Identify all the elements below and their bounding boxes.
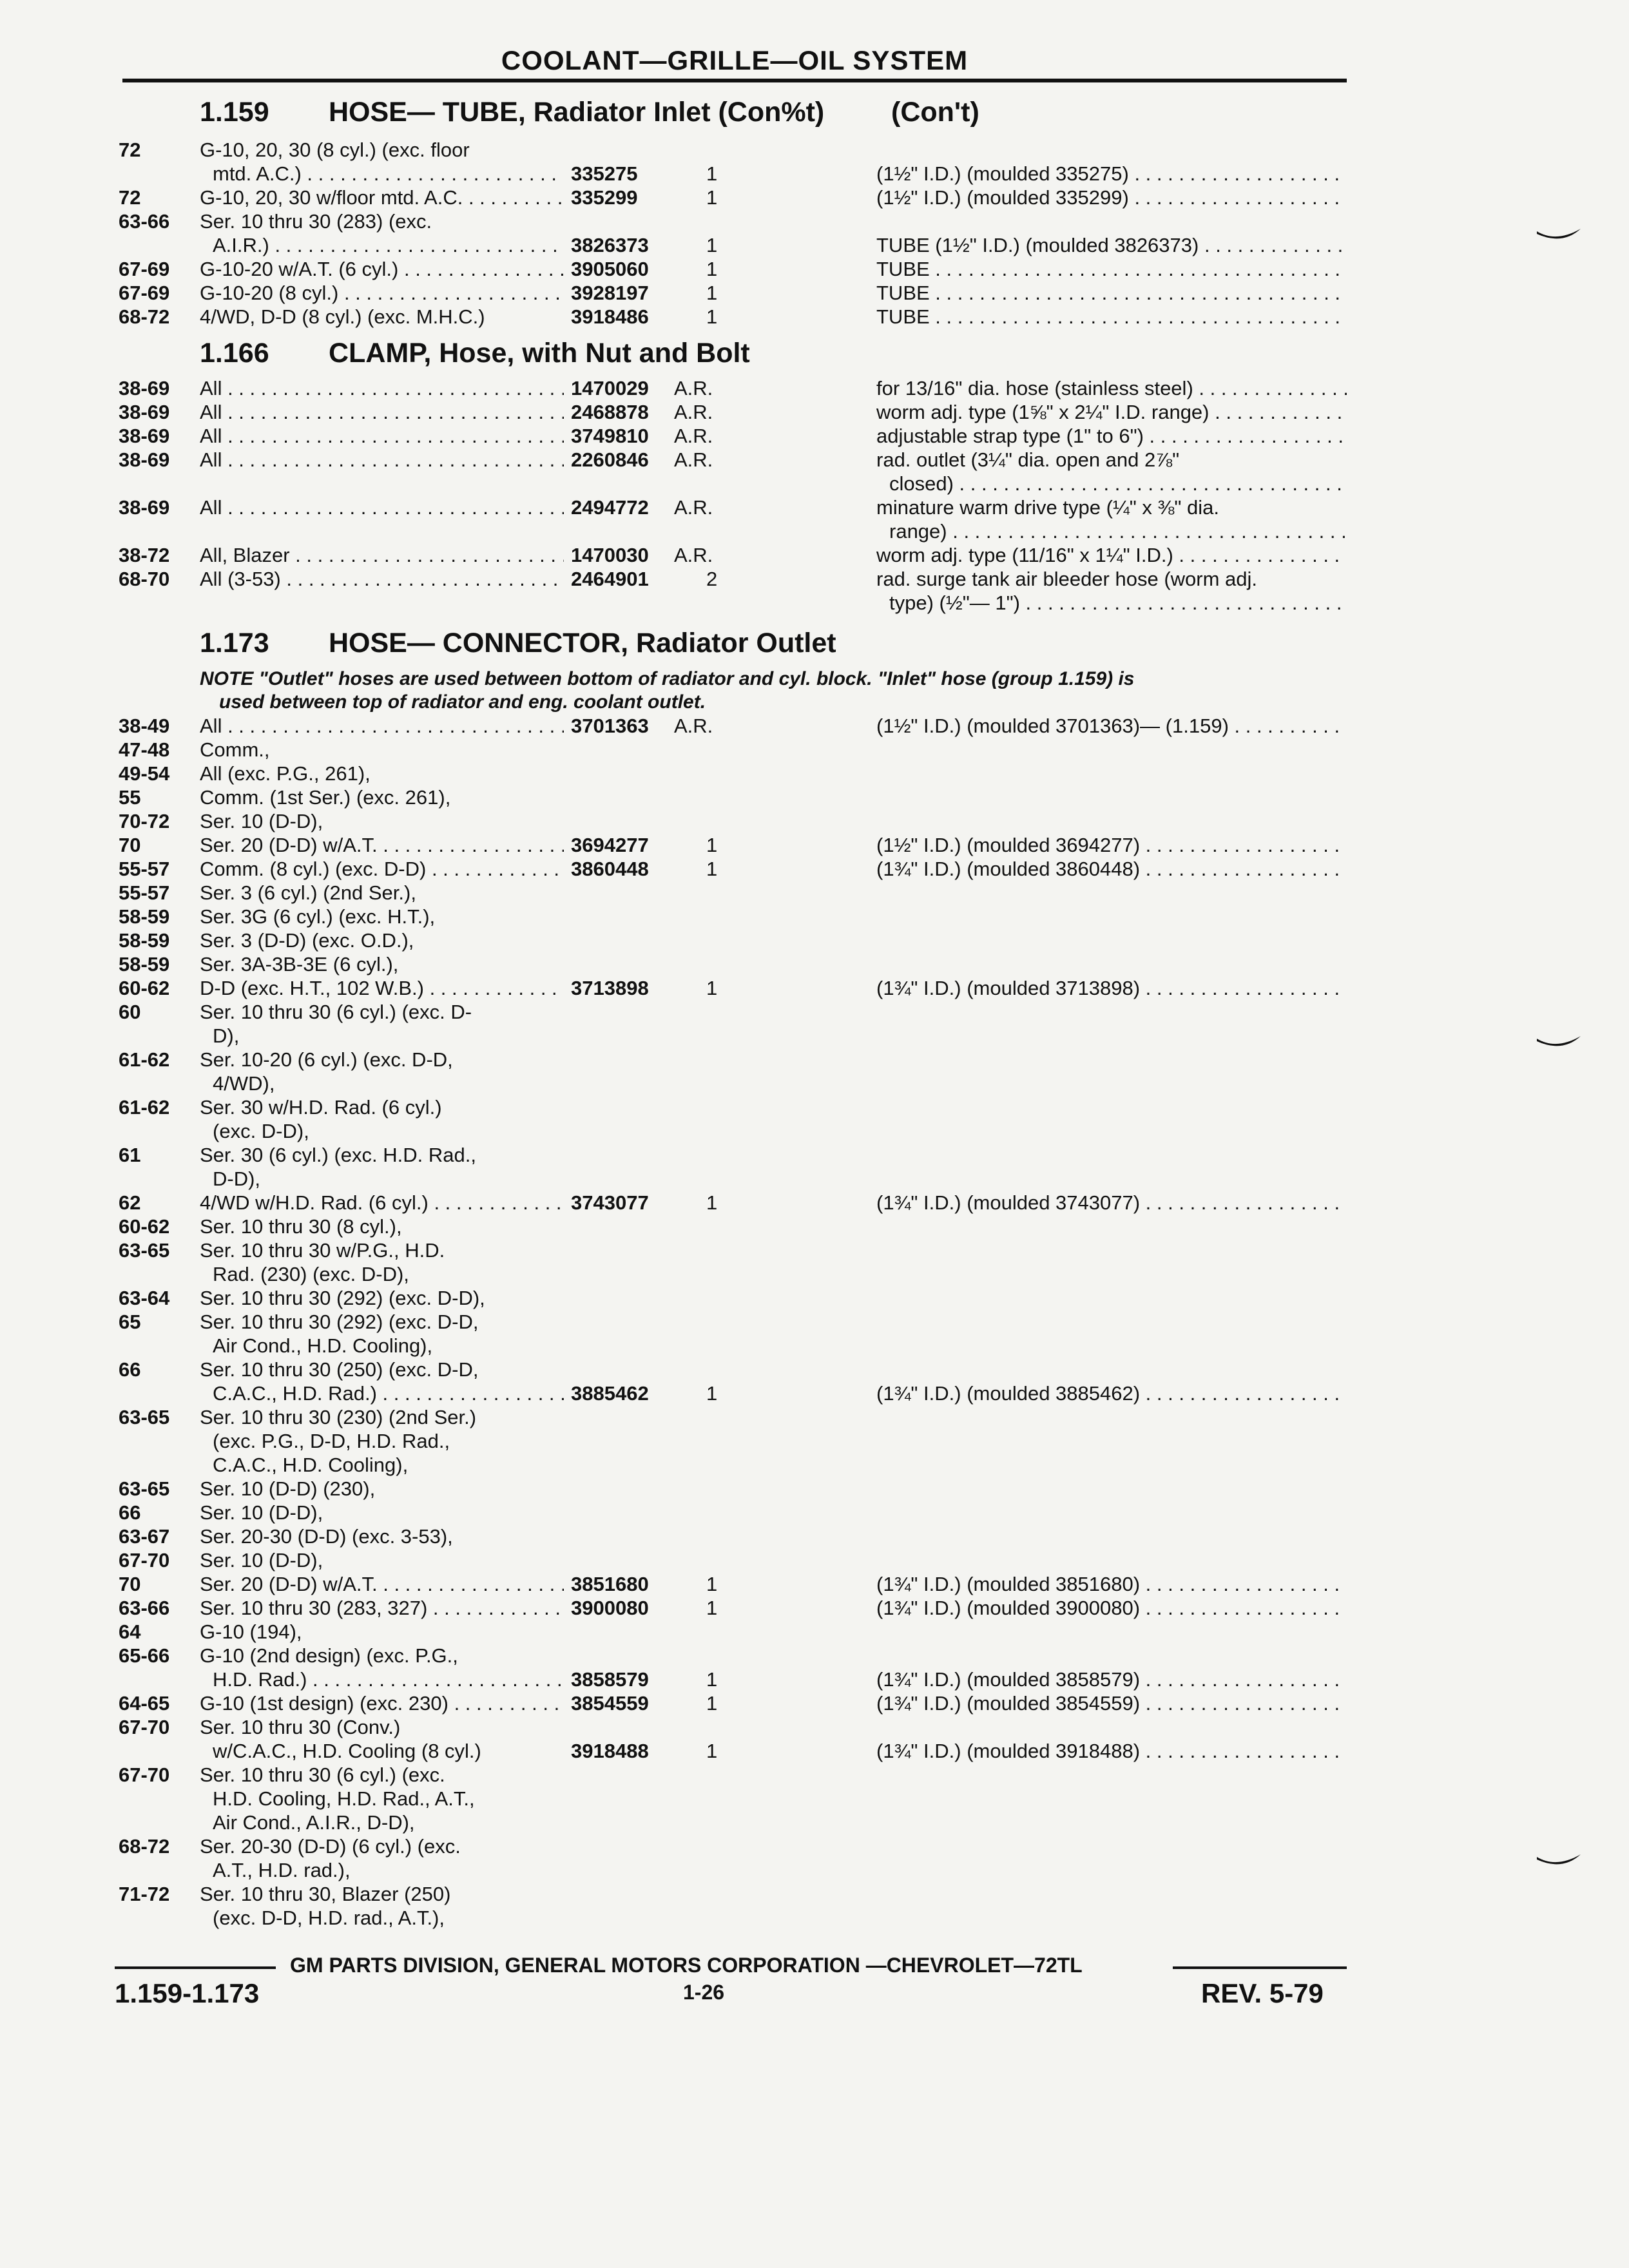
- model-year: 65: [119, 1311, 141, 1333]
- quantity: 1: [706, 1573, 718, 1595]
- parts-row: [0, 543, 1629, 567]
- parts-row: [0, 1691, 1629, 1715]
- part-number: 2494772: [571, 496, 649, 519]
- application: C.A.C., H.D. Rad.) . . .: [213, 1381, 564, 1405]
- application: Ser. 10 (D-D),: [200, 1501, 323, 1524]
- parts-row: [0, 1095, 1629, 1119]
- application: Ser. 3 (D-D) (exc. O.D.),: [200, 929, 414, 952]
- part-number: 3900080: [571, 1597, 649, 1619]
- part-number: 3694277: [571, 834, 649, 856]
- parts-row: [0, 881, 1629, 905]
- application: All . . .: [200, 376, 564, 400]
- parts-row: [0, 1358, 1629, 1381]
- application: All . . .: [200, 714, 564, 738]
- application: (exc. D-D),: [213, 1120, 309, 1142]
- parts-row: [0, 1000, 1629, 1024]
- application: Ser. 30 w/H.D. Rad. (6 cyl.): [200, 1096, 442, 1119]
- model-year: 67-69: [119, 282, 170, 304]
- application: D-D),: [213, 1168, 261, 1190]
- application: G-10 (194),: [200, 1620, 302, 1643]
- parts-row: [0, 495, 1629, 519]
- model-year: 38-72: [119, 544, 170, 566]
- parts-row: [0, 1739, 1629, 1763]
- parts-row: [0, 1238, 1629, 1262]
- application: Ser. 10 thru 30 (283) (exc.: [200, 210, 432, 233]
- parts-row: [0, 281, 1629, 305]
- parts-row: [0, 1596, 1629, 1620]
- note-line: NOTE "Outlet" hoses are used between bottom of radiator and cyl. block. "Inlet" hose (group 1.159) is: [200, 668, 1135, 689]
- description: (1¾" I.D.) (moulded 3851680) . . .: [876, 1572, 1347, 1596]
- parts-row: [0, 257, 1629, 281]
- model-year: 66: [119, 1358, 141, 1381]
- parts-row: [0, 162, 1629, 186]
- model-year: 72: [119, 186, 141, 209]
- description: for 13/16" dia. hose (stainless steel) . . .: [876, 376, 1347, 400]
- parts-row: [0, 1906, 1629, 1930]
- application: (exc. P.G., D-D, H.D. Rad.,: [213, 1430, 450, 1452]
- quantity: 1: [706, 305, 718, 328]
- parts-row: [0, 424, 1629, 448]
- application: All . . .: [200, 400, 564, 424]
- model-year: 67-70: [119, 1549, 170, 1571]
- parts-row: [0, 1119, 1629, 1143]
- quantity: A.R.: [674, 377, 713, 399]
- application: Ser. 10 (D-D),: [200, 810, 323, 832]
- parts-row: [0, 1811, 1629, 1834]
- description: adjustable strap type (1" to 6") . . .: [876, 424, 1347, 448]
- application: 4/WD, D-D (8 cyl.) (exc. M.H.C.): [200, 305, 485, 328]
- quantity: 1: [706, 186, 718, 209]
- application: Ser. 20 (D-D) w/A.T. . . .: [200, 833, 564, 857]
- parts-row: [0, 1072, 1629, 1095]
- section-note: [200, 668, 1360, 714]
- model-year: 61-62: [119, 1096, 170, 1119]
- application: Comm. (1st Ser.) (exc. 261),: [200, 786, 451, 809]
- quantity: 1: [706, 234, 718, 256]
- part-number: 1470029: [571, 377, 649, 399]
- description: minature warm drive type (¼" x ⅜" dia.: [876, 496, 1219, 519]
- section-number: 1.166: [200, 338, 269, 369]
- application: All (exc. P.G., 261),: [200, 762, 371, 785]
- description: (1½" I.D.) (moulded 335299) . . .: [876, 186, 1347, 209]
- footer-revision: REV. 5-79: [1201, 1978, 1324, 2008]
- quantity: 1: [706, 1597, 718, 1619]
- quantity: 1: [706, 1692, 718, 1715]
- parts-row: [0, 714, 1629, 738]
- application: Ser. 10 thru 30 (283, 327) . . .: [200, 1596, 564, 1620]
- model-year: 70: [119, 1573, 141, 1595]
- section-heading-1-166: [200, 338, 750, 369]
- parts-row: [0, 905, 1629, 928]
- description: TUBE . . .: [876, 305, 1347, 329]
- parts-row: [0, 1215, 1629, 1238]
- model-year: 68-72: [119, 305, 170, 328]
- parts-row: [0, 233, 1629, 257]
- quantity: 1: [706, 282, 718, 304]
- parts-row: [0, 1381, 1629, 1405]
- application: Ser. 10 thru 30, Blazer (250): [200, 1883, 451, 1905]
- parts-row: [0, 1453, 1629, 1477]
- binding-mark-icon: [1537, 229, 1582, 245]
- application: Ser. 10 thru 30 (6 cyl.) (exc.: [200, 1763, 445, 1786]
- application: D-D (exc. H.T., 102 W.B.) . . .: [200, 976, 564, 1000]
- model-year: 64: [119, 1620, 141, 1643]
- parts-row: [0, 1143, 1629, 1167]
- application: G-10-20 w/A.T. (6 cyl.) . . .: [200, 257, 564, 281]
- model-year: 58-59: [119, 905, 170, 928]
- note-line: used between top of radiator and eng. coolant outlet.: [219, 691, 706, 713]
- part-number: 3713898: [571, 977, 649, 999]
- application: Ser. 10 thru 30 (292) (exc. D-D,: [200, 1311, 479, 1333]
- description: (1¾" I.D.) (moulded 3900080) . . .: [876, 1596, 1347, 1620]
- application: Ser. 10-20 (6 cyl.) (exc. D-D,: [200, 1048, 453, 1071]
- model-year: 61-62: [119, 1048, 170, 1071]
- model-year: 68-72: [119, 1835, 170, 1858]
- part-number: 3905060: [571, 258, 649, 280]
- section-number: 1.173: [200, 628, 269, 658]
- application: Comm. (8 cyl.) (exc. D-D) . . .: [200, 857, 564, 881]
- quantity: 1: [706, 162, 718, 185]
- model-year: 67-69: [119, 258, 170, 280]
- parts-row: [0, 138, 1629, 162]
- model-year: 55: [119, 786, 141, 809]
- application: Ser. 30 (6 cyl.) (exc. H.D. Rad.,: [200, 1144, 476, 1166]
- quantity: 1: [706, 858, 718, 880]
- description: (1½" I.D.) (moulded 3701363)— (1.159) . . .: [876, 714, 1347, 738]
- quantity: A.R.: [674, 715, 713, 737]
- parts-row: [0, 1191, 1629, 1215]
- application: G-10 (2nd design) (exc. P.G.,: [200, 1644, 458, 1667]
- description: (1½" I.D.) (moulded 335275) . . .: [876, 162, 1347, 186]
- parts-row: [0, 472, 1629, 495]
- description: (1¾" I.D.) (moulded 3860448) . . .: [876, 857, 1347, 881]
- model-year: 63-65: [119, 1477, 170, 1500]
- application: All . . .: [200, 424, 564, 448]
- model-year: 63-66: [119, 1597, 170, 1619]
- application: G-10 (1st design) (exc. 230) . . .: [200, 1691, 564, 1715]
- application: Rad. (230) (exc. D-D),: [213, 1263, 409, 1285]
- part-number: 3918488: [571, 1740, 649, 1762]
- parts-row: [0, 209, 1629, 233]
- parts-row: [0, 1882, 1629, 1906]
- model-year: 60-62: [119, 977, 170, 999]
- model-year: 67-70: [119, 1763, 170, 1786]
- quantity: 1: [706, 1382, 718, 1405]
- quantity: 2: [706, 568, 718, 590]
- quantity: A.R.: [674, 544, 713, 566]
- parts-row: [0, 1763, 1629, 1787]
- parts-row: [0, 1477, 1629, 1501]
- parts-row: [0, 1310, 1629, 1334]
- application: D),: [213, 1024, 240, 1047]
- part-number: 335299: [571, 186, 638, 209]
- parts-row: [0, 1787, 1629, 1811]
- parts-row: [0, 1620, 1629, 1644]
- model-year: 63-65: [119, 1406, 170, 1428]
- description: (1½" I.D.) (moulded 3694277) . . .: [876, 833, 1347, 857]
- description: TUBE . . .: [876, 281, 1347, 305]
- model-year: 61: [119, 1144, 141, 1166]
- parts-row: [0, 519, 1629, 543]
- parts-row: [0, 952, 1629, 976]
- footer-section-range: 1.159-1.173: [115, 1978, 260, 2008]
- model-year: 71-72: [119, 1883, 170, 1905]
- description: (1¾" I.D.) (moulded 3858579) . . .: [876, 1667, 1347, 1691]
- parts-row: [0, 738, 1629, 762]
- application: Ser. 10 thru 30 (6 cyl.) (exc. D-: [200, 1001, 472, 1023]
- part-number: 3860448: [571, 858, 649, 880]
- header-rule: [122, 79, 1347, 82]
- application: H.D. Cooling, H.D. Rad., A.T.,: [213, 1787, 475, 1810]
- quantity: A.R.: [674, 448, 713, 471]
- parts-row: [0, 591, 1629, 615]
- application: All . . .: [200, 495, 564, 519]
- application: Comm.,: [200, 738, 270, 761]
- description: (1¾" I.D.) (moulded 3854559) . . .: [876, 1691, 1347, 1715]
- parts-row: [0, 1667, 1629, 1691]
- parts-row: [0, 186, 1629, 209]
- description: closed) . . .: [889, 472, 1347, 495]
- application: Ser. 3G (6 cyl.) (exc. H.T.),: [200, 905, 436, 928]
- application: All . . .: [200, 448, 564, 472]
- footer-page-number: 1-26: [683, 1981, 725, 2004]
- quantity: A.R.: [674, 401, 713, 423]
- part-number: 1470030: [571, 544, 649, 566]
- quantity: A.R.: [674, 425, 713, 447]
- model-year: 58-59: [119, 929, 170, 952]
- model-year: 64-65: [119, 1692, 170, 1715]
- parts-row: [0, 1524, 1629, 1548]
- model-year: 60: [119, 1001, 141, 1023]
- application: All (3-53) . . .: [200, 567, 564, 591]
- parts-row: [0, 567, 1629, 591]
- binding-mark-icon: [1537, 1036, 1582, 1053]
- parts-row: [0, 976, 1629, 1000]
- description: (1¾" I.D.) (moulded 3743077) . . .: [876, 1191, 1347, 1215]
- parts-row: [0, 833, 1629, 857]
- page-header: COOLANT—GRILLE—OIL SYSTEM: [501, 45, 969, 75]
- parts-row: [0, 1572, 1629, 1596]
- parts-row: [0, 1405, 1629, 1429]
- model-year: 38-69: [119, 401, 170, 423]
- application: G-10-20 (8 cyl.) . . .: [200, 281, 564, 305]
- description: range) . . .: [889, 519, 1347, 543]
- parts-row: [0, 809, 1629, 833]
- model-year: 49-54: [119, 762, 170, 785]
- application: Ser. 10 thru 30 w/P.G., H.D.: [200, 1239, 445, 1262]
- application: C.A.C., H.D. Cooling),: [213, 1454, 409, 1476]
- description: TUBE . . .: [876, 257, 1347, 281]
- model-year: 38-69: [119, 425, 170, 447]
- parts-row: [0, 857, 1629, 881]
- parts-row: [0, 1262, 1629, 1286]
- part-number: 2260846: [571, 448, 649, 471]
- description: rad. outlet (3¼" dia. open and 2⅞": [876, 448, 1180, 471]
- application: G-10, 20, 30 w/floor mtd. A.C. . . .: [200, 186, 564, 209]
- parts-row: [0, 1286, 1629, 1310]
- quantity: A.R.: [674, 496, 713, 519]
- application: Ser. 10 thru 30 (250) (exc. D-D,: [200, 1358, 479, 1381]
- section-title: HOSE— CONNECTOR, Radiator Outlet: [329, 628, 836, 658]
- application: Ser. 3A-3B-3E (6 cyl.),: [200, 953, 399, 975]
- quantity: 1: [706, 1740, 718, 1762]
- application: H.D. Rad.) . . .: [213, 1667, 564, 1691]
- quantity: 1: [706, 1668, 718, 1691]
- description: (1¾" I.D.) (moulded 3885462) . . .: [876, 1381, 1347, 1405]
- application: Ser. 10 thru 30 (292) (exc. D-D),: [200, 1287, 485, 1309]
- part-number: 3826373: [571, 234, 649, 256]
- application: Air Cond., H.D. Cooling),: [213, 1334, 433, 1357]
- model-year: 65-66: [119, 1644, 170, 1667]
- parts-row: [0, 376, 1629, 400]
- application: mtd. A.C.) . . .: [213, 162, 564, 186]
- description: rad. surge tank air bleeder hose (worm adj.: [876, 568, 1258, 590]
- model-year: 66: [119, 1501, 141, 1524]
- footer-corporation: GM PARTS DIVISION, GENERAL MOTORS CORPORATION —CHEVROLET—72TL: [290, 1954, 1083, 1977]
- quantity: 1: [706, 977, 718, 999]
- application: 4/WD w/H.D. Rad. (6 cyl.) . . .: [200, 1191, 564, 1215]
- section-heading-1-173: [200, 628, 836, 659]
- application: Ser. 20-30 (D-D) (exc. 3-53),: [200, 1525, 453, 1548]
- section-title: CLAMP, Hose, with Nut and Bolt: [329, 338, 750, 369]
- application: Ser. 20-30 (D-D) (6 cyl.) (exc.: [200, 1835, 461, 1858]
- description: type) (½"— 1") . . .: [889, 591, 1347, 615]
- description: TUBE (1½" I.D.) (moulded 3826373) . . .: [876, 233, 1347, 257]
- parts-row: [0, 785, 1629, 809]
- application: Ser. 10 thru 30 (8 cyl.),: [200, 1215, 402, 1238]
- parts-row: [0, 1167, 1629, 1191]
- model-year: 63-67: [119, 1525, 170, 1548]
- application: w/C.A.C., H.D. Cooling (8 cyl.): [213, 1740, 481, 1762]
- application: Ser. 10 thru 30 (Conv.): [200, 1716, 401, 1738]
- application: Ser. 10 (D-D) (230),: [200, 1477, 376, 1500]
- parts-row: [0, 762, 1629, 785]
- application: Air Cond., A.I.R., D-D),: [213, 1811, 415, 1834]
- parts-row: [0, 1715, 1629, 1739]
- model-year: 70: [119, 834, 141, 856]
- description: (1¾" I.D.) (moulded 3918488) . . .: [876, 1739, 1347, 1763]
- part-number: 3749810: [571, 425, 649, 447]
- section-heading-1-159: [200, 97, 824, 128]
- model-year: 38-69: [119, 496, 170, 519]
- application: A.I.R.) . . .: [213, 233, 564, 257]
- model-year: 38-49: [119, 715, 170, 737]
- application: Ser. 20 (D-D) w/A.T. . . .: [200, 1572, 564, 1596]
- model-year: 55-57: [119, 881, 170, 904]
- model-year: 58-59: [119, 953, 170, 975]
- model-year: 68-70: [119, 568, 170, 590]
- quantity: 1: [706, 834, 718, 856]
- footer-rule: [115, 1966, 276, 1969]
- parts-row: [0, 448, 1629, 472]
- model-year: 63-66: [119, 210, 170, 233]
- part-number: 2468878: [571, 401, 649, 423]
- part-number: 335275: [571, 162, 638, 185]
- model-year: 67-70: [119, 1716, 170, 1738]
- part-number: 3854559: [571, 1692, 649, 1715]
- section-number: 1.159: [200, 97, 269, 128]
- parts-row: [0, 1429, 1629, 1453]
- application: (exc. D-D, H.D. rad., A.T.),: [213, 1907, 445, 1929]
- application: Ser. 3 (6 cyl.) (2nd Ser.),: [200, 881, 416, 904]
- part-number: 3851680: [571, 1573, 649, 1595]
- description: worm adj. type (1⅝" x 2¼" I.D. range) . . .: [876, 400, 1347, 424]
- model-year: 38-69: [119, 377, 170, 399]
- application: G-10, 20, 30 (8 cyl.) (exc. floor: [200, 139, 470, 161]
- model-year: 55-57: [119, 858, 170, 880]
- model-year: 63-64: [119, 1287, 170, 1309]
- part-number: 3928197: [571, 282, 649, 304]
- parts-row: [0, 1334, 1629, 1358]
- application: 4/WD),: [213, 1072, 275, 1095]
- model-year: 38-69: [119, 448, 170, 471]
- binding-mark-icon: [1537, 1854, 1582, 1871]
- quantity: 1: [706, 1191, 718, 1214]
- model-year: 60-62: [119, 1215, 170, 1238]
- parts-row: [0, 1048, 1629, 1072]
- parts-row: [0, 1644, 1629, 1667]
- model-year: 62: [119, 1191, 141, 1214]
- parts-row: [0, 1548, 1629, 1572]
- description: (1¾" I.D.) (moulded 3713898) . . .: [876, 976, 1347, 1000]
- application: All, Blazer . . .: [200, 543, 564, 567]
- continued-label: (Con't): [891, 97, 979, 128]
- application: A.T., H.D. rad.),: [213, 1859, 351, 1881]
- model-year: 72: [119, 139, 141, 161]
- model-year: 47-48: [119, 738, 170, 761]
- parts-row: [0, 928, 1629, 952]
- part-number: 2464901: [571, 568, 649, 590]
- section-title: HOSE— TUBE, Radiator Inlet (Con%t): [329, 97, 825, 128]
- description: worm adj. type (11/16" x 1¼" I.D.) . . .: [876, 543, 1347, 567]
- parts-row: [0, 1501, 1629, 1524]
- model-year: 63-65: [119, 1239, 170, 1262]
- footer-rule: [1173, 1966, 1347, 1969]
- parts-row: [0, 400, 1629, 424]
- quantity: 1: [706, 258, 718, 280]
- parts-row: [0, 1834, 1629, 1858]
- application: Ser. 10 thru 30 (230) (2nd Ser.): [200, 1406, 477, 1428]
- part-number: 3743077: [571, 1191, 649, 1214]
- part-number: 3858579: [571, 1668, 649, 1691]
- part-number: 3918486: [571, 305, 649, 328]
- part-number: 3701363: [571, 715, 649, 737]
- model-year: 70-72: [119, 810, 170, 832]
- application: Ser. 10 (D-D),: [200, 1549, 323, 1571]
- parts-row: [0, 1858, 1629, 1882]
- parts-row: [0, 1024, 1629, 1048]
- parts-row: [0, 305, 1629, 329]
- part-number: 3885462: [571, 1382, 649, 1405]
